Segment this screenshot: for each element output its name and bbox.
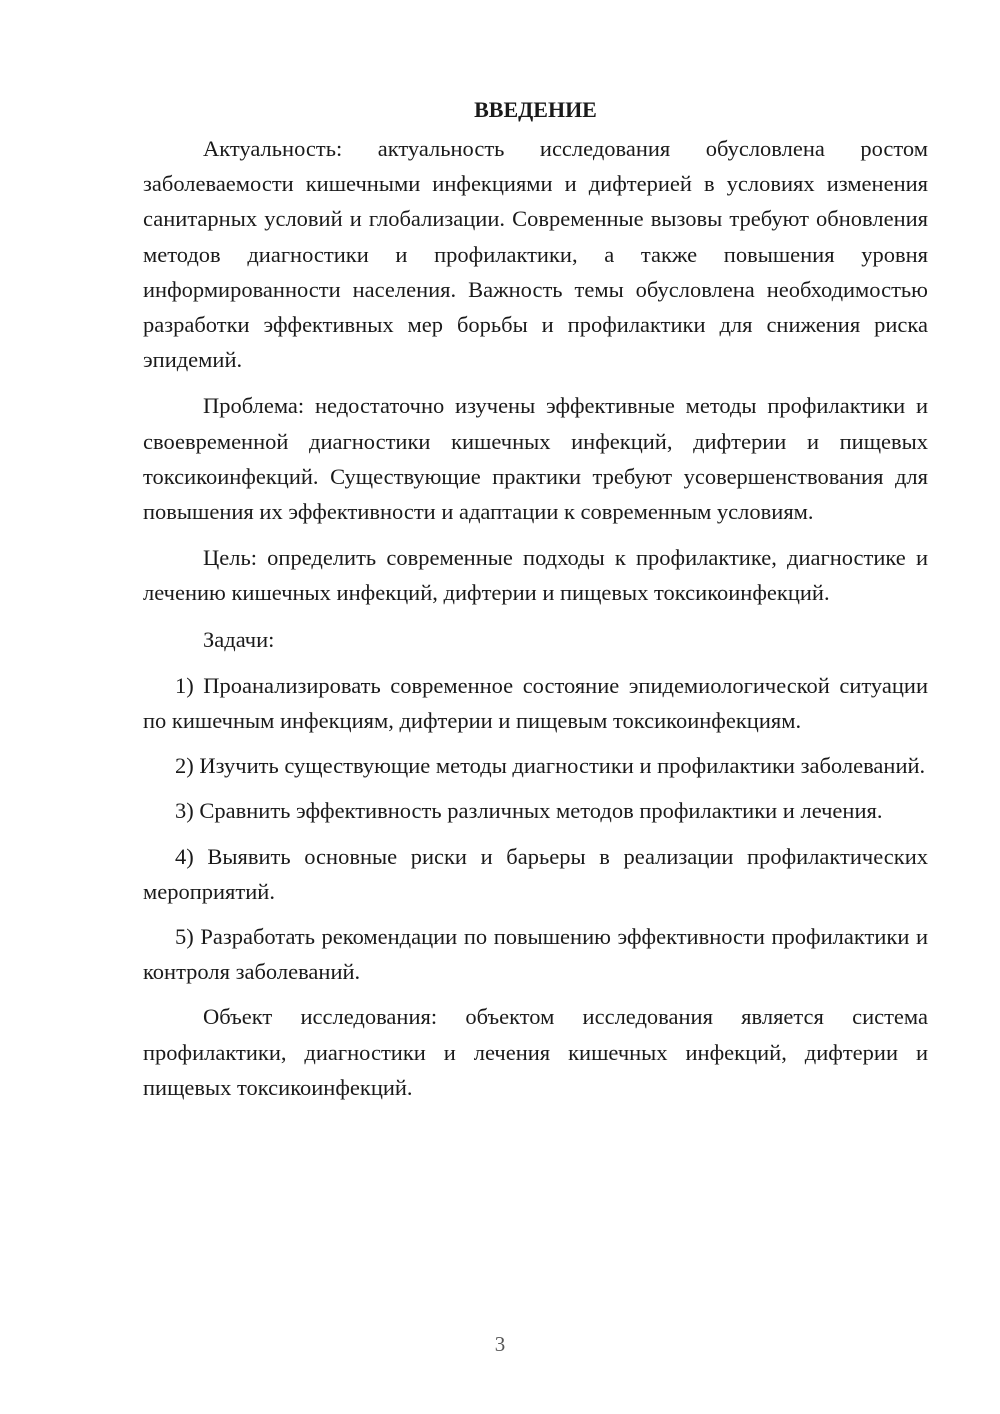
task-item: 1) Проанализировать современное состояние эпидемиологической ситуации по кишечным инфекциям, дифтерии и пищевым токсикоинфекциям. — [143, 672, 928, 734]
page-number: 3 — [494, 1332, 506, 1356]
goal-paragraph: Цель: определить современные подходы к профилактике, диагностике и лечению кишечных инфекций, дифтерии и пищевых токсикоинфекций. — [143, 545, 928, 606]
document-page — [143, 92, 928, 1116]
tasks-list — [143, 668, 928, 990]
tasks-label: Задачи: — [203, 626, 275, 652]
relevance-paragraph: Актуальность: актуальность исследования обусловлена ростом заболеваемости кишечными инфекциями и дифтерией в условиях изменения санитарных условий и глобализации. Современные вызовы требуют обновления методов диагностики и профилактики, а также повышения уровня информированности населения. Важность темы обусловлена необходимостью разработки эффективных мер борьбы и профилактики для снижения риска эпидемий. — [143, 136, 928, 373]
task-item: 2) Изучить существующие методы диагностики и профилактики заболеваний. — [175, 753, 926, 779]
section-heading: ВВЕДЕНИЕ — [474, 97, 597, 122]
problem-paragraph: Проблема: недостаточно изучены эффективные методы профилактики и своевременной диагностики кишечных инфекций, дифтерии и пищевых токсикоинфекций. Существующие практики требуют усовершенствования для повышения их эффективности и адаптации к современным условиям. — [143, 393, 928, 525]
task-item: 5) Разработать рекомендации по повышению эффективности профилактики и контроля заболеваний. — [143, 924, 928, 985]
task-item: 4) Выявить основные риски и барьеры в реализации профилактических мероприятий. — [143, 843, 928, 904]
task-item: 3) Сравнить эффективность различных методов профилактики и лечения. — [175, 798, 883, 824]
object-paragraph: Объект исследования: объектом исследования является система профилактики, диагностики и лечения кишечных инфекций, дифтерии и пищевых токсикоинфекций. — [143, 1004, 928, 1100]
